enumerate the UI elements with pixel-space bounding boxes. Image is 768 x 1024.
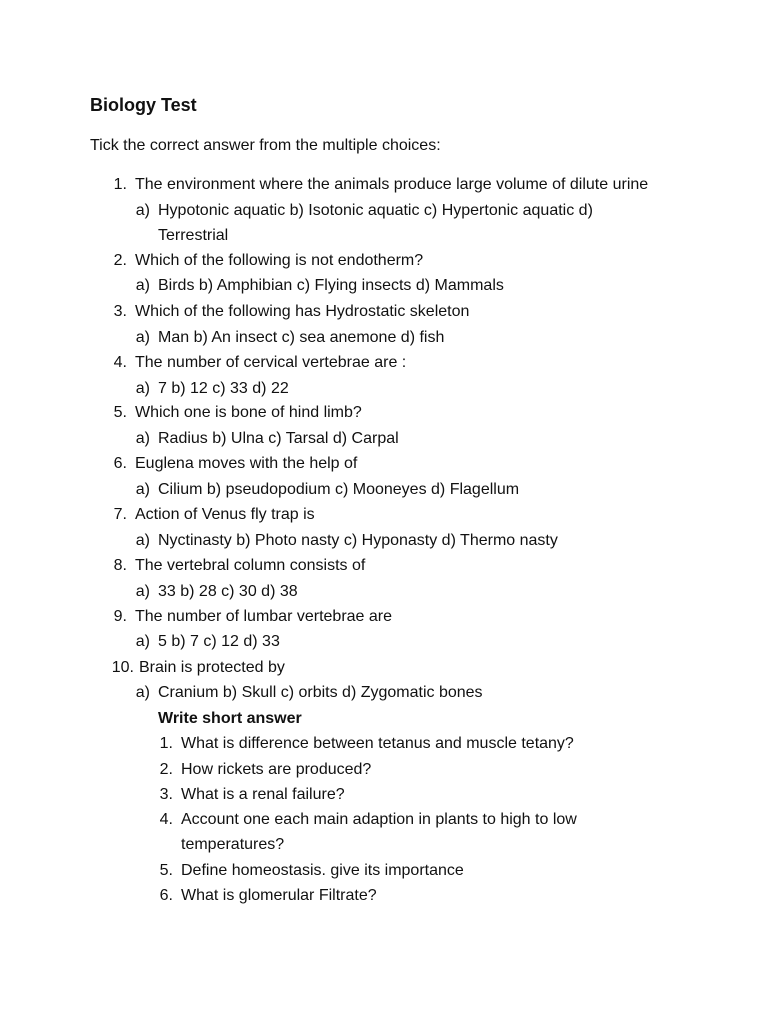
question-text: The vertebral column consists of: [135, 557, 366, 574]
options-text: Radius b) Ulna c) Tarsal d) Carpal: [158, 430, 399, 447]
option-marker: a): [135, 277, 150, 294]
question-number: 8.: [113, 557, 127, 574]
short-answer-item: [0, 731, 768, 756]
option-marker: a): [135, 430, 150, 447]
question-number: 5.: [113, 404, 127, 421]
short-answer-number: 5.: [159, 862, 173, 879]
question-item: [0, 655, 768, 680]
short-answer-text: What is a renal failure?: [181, 786, 345, 803]
options-line: [0, 579, 768, 604]
option-marker: a): [135, 633, 150, 650]
option-marker: a): [135, 202, 150, 219]
options-text: Nyctinasty b) Photo nasty c) Hyponasty d) Thermo nasty: [158, 532, 558, 549]
short-answer-number: 6.: [159, 887, 173, 904]
short-answer-text: How rickets are produced?: [181, 761, 372, 778]
short-answer-heading: Write short answer: [158, 710, 302, 727]
option-marker: a): [135, 684, 150, 701]
question-number: 3.: [113, 303, 127, 320]
options-line: [0, 376, 768, 401]
question-number: 6.: [113, 455, 127, 472]
option-marker: a): [135, 532, 150, 549]
options-line: [0, 477, 768, 502]
question-number: 4.: [113, 354, 127, 371]
question-item: [0, 172, 768, 197]
question-number: 7.: [113, 506, 127, 523]
options-line: [0, 273, 768, 298]
short-answer-text: What is difference between tetanus and muscle tetany?: [181, 735, 574, 752]
options-line: [0, 629, 768, 654]
short-answer-text: Define homeostasis. give its importance: [181, 862, 464, 879]
instruction-text: Tick the correct answer from the multiple choices:: [90, 137, 441, 154]
question-number: 9.: [113, 608, 127, 625]
question-text: Which of the following is not endotherm?: [135, 252, 424, 269]
options-text: Birds b) Amphibian c) Flying insects d) Mammals: [158, 277, 504, 294]
short-answer-number: 1.: [159, 735, 173, 752]
options-line: [0, 426, 768, 451]
short-answer-continuation: [0, 832, 768, 857]
options-text: 33 b) 28 c) 30 d) 38: [158, 583, 298, 600]
question-text: Brain is protected by: [139, 659, 285, 676]
options-text: Cranium b) Skull c) orbits d) Zygomatic bones: [158, 684, 483, 701]
question-item: [0, 502, 768, 527]
option-marker: a): [135, 380, 150, 397]
option-marker: a): [135, 481, 150, 498]
options-text: 7 b) 12 c) 33 d) 22: [158, 380, 289, 397]
short-answer-number: 4.: [159, 811, 173, 828]
short-answer-item: [0, 807, 768, 832]
options-line: [0, 528, 768, 553]
options-continuation-text: Terrestrial: [158, 227, 229, 244]
question-item: [0, 248, 768, 273]
question-item: [0, 604, 768, 629]
options-text: Cilium b) pseudopodium c) Mooneyes d) Flagellum: [158, 481, 520, 498]
short-answer-text: What is glomerular Filtrate?: [181, 887, 377, 904]
short-answer-item: [0, 883, 768, 908]
document-title: Biology Test: [90, 95, 197, 115]
question-text: Action of Venus fly trap is: [135, 506, 315, 523]
option-marker: a): [135, 583, 150, 600]
question-text: The number of lumbar vertebrae are: [135, 608, 393, 625]
short-answer-item: [0, 858, 768, 883]
question-text: Which one is bone of hind limb?: [135, 404, 362, 421]
question-text: Euglena moves with the help of: [135, 455, 358, 472]
options-text: Man b) An insect c) sea anemone d) fish: [158, 329, 445, 346]
options-line: [0, 198, 768, 223]
short-answer-item: [0, 757, 768, 782]
option-marker: a): [135, 329, 150, 346]
question-number: 2.: [113, 252, 127, 269]
short-answer-text: Account one each main adaption in plants to high to low: [181, 811, 577, 828]
options-line: [0, 325, 768, 350]
options-text: Hypotonic aquatic b) Isotonic aquatic c) Hypertonic aquatic d): [158, 202, 593, 219]
question-item: [0, 350, 768, 375]
options-continuation: [0, 223, 768, 248]
question-item: [0, 299, 768, 324]
options-line: [0, 680, 768, 705]
question-text: Which of the following has Hydrostatic skeleton: [135, 303, 470, 320]
short-answer-item: [0, 782, 768, 807]
question-item: [0, 553, 768, 578]
question-text: The number of cervical vertebrae are :: [135, 354, 407, 371]
question-item: [0, 400, 768, 425]
short-answer-number: 2.: [159, 761, 173, 778]
question-item: [0, 451, 768, 476]
options-text: 5 b) 7 c) 12 d) 33: [158, 633, 280, 650]
question-number: 10.: [111, 659, 134, 676]
short-answer-number: 3.: [159, 786, 173, 803]
question-text: The environment where the animals produce large volume of dilute urine: [135, 176, 649, 193]
short-answer-continuation-text: temperatures?: [181, 836, 285, 853]
question-number: 1.: [113, 176, 127, 193]
